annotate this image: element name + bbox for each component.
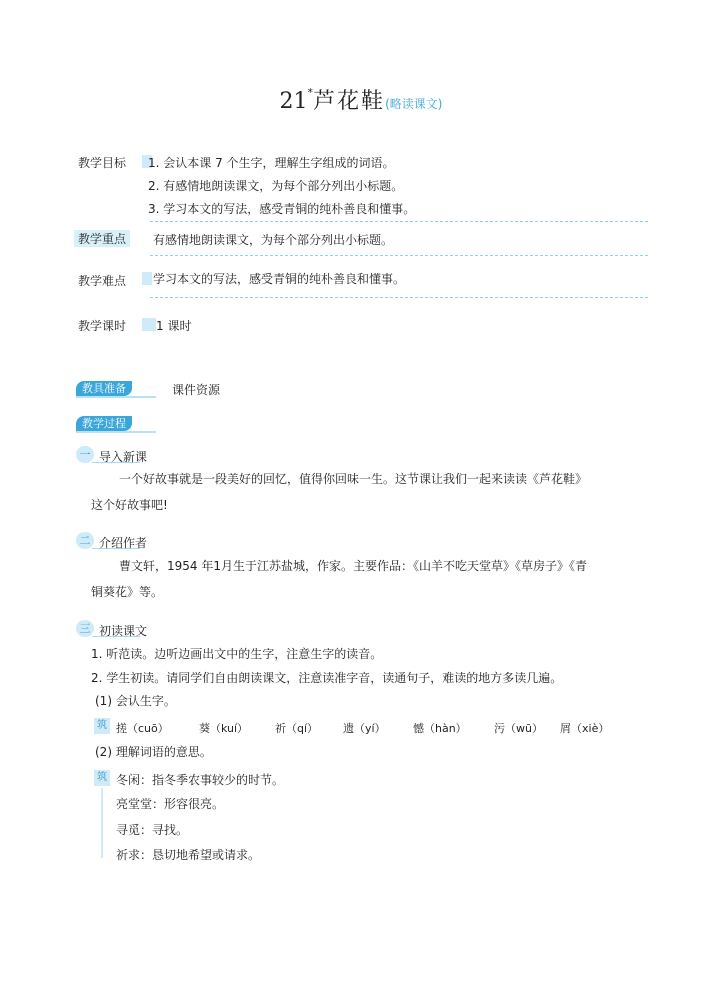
- pinyin-item: 葵（kuí）: [199, 722, 249, 735]
- divider: [150, 221, 648, 222]
- page-title: [0, 84, 722, 115]
- lesson-number: 21: [279, 89, 308, 114]
- goal-item-3: 3. 学习本文的写法，感受青铜的纯朴善良和懂事。: [148, 202, 416, 216]
- prep-pill: 教具准备: [76, 381, 132, 396]
- pinyin-item: 憾（hàn）: [413, 722, 467, 735]
- section-2-marker: 二: [76, 532, 94, 549]
- difficulty-text: 学习本文的写法，感受青铜的纯朴善良和懂事。: [153, 272, 406, 286]
- vocab-item: 祈求：恳切地希望或请求。: [116, 848, 261, 862]
- difficulty-label: 教学难点: [78, 274, 127, 288]
- book-icon: 筑: [94, 770, 110, 786]
- hours-label: 教学课时: [78, 319, 127, 333]
- section-2-line-2: 铜葵花》等。: [91, 585, 164, 599]
- divider: [150, 297, 648, 298]
- section-1-title: 导入新课: [99, 450, 148, 464]
- goals-label: 教学目标: [78, 156, 127, 170]
- section-3-step-2: 2. 学生初读。请同学们自由朗读课文，注意读准字音，读通句子，难读的地方多读几遍。: [91, 671, 563, 685]
- focus-text: 有感情地朗读课文，为每个部分列出小标题。: [153, 233, 394, 247]
- section-1-line-1: 一个好故事就是一段美好的回忆，值得你回味一生。这节课让我们一起来读读《芦花鞋》: [119, 472, 588, 486]
- goal-item-1: 1. 会认本课 7 个生字，理解生字组成的词语。: [148, 156, 395, 170]
- vocab-item: 亮堂堂：形容很亮。: [116, 797, 225, 811]
- lesson-title: 芦花鞋: [313, 89, 386, 114]
- vocab-item: 寻觅：寻找。: [116, 823, 189, 837]
- book-icon: 筑: [94, 718, 110, 734]
- difficulty-bar: [142, 272, 152, 285]
- pinyin-item: 搓（cuō）: [116, 722, 169, 735]
- section-1-marker: 一: [76, 446, 94, 463]
- prep-underline: [76, 396, 156, 398]
- hours-bar: [142, 318, 156, 331]
- pinyin-item: 祈（qí）: [275, 722, 319, 735]
- section-3-sub-2: (2) 理解词语的意思。: [95, 745, 212, 759]
- focus-label: 教学重点: [74, 230, 130, 247]
- vocab-item: 冬闲：指冬季农事较少的时节。: [116, 773, 285, 787]
- section-3-marker: 三: [76, 620, 94, 637]
- section-3-title: 初读课文: [99, 624, 148, 638]
- vocab-side-line: [101, 788, 103, 858]
- divider: [150, 255, 648, 256]
- lesson-star: *: [307, 86, 314, 99]
- section-2-title: 介绍作者: [99, 536, 148, 550]
- section-3-step-1: 1. 听范读。边听边画出文中的生字，注意生字的读音。: [91, 647, 383, 661]
- lesson-subtitle: (略读课文): [385, 97, 443, 111]
- pinyin-item: 屑（xiè）: [560, 722, 610, 735]
- process-pill: 教学过程: [76, 416, 132, 431]
- section-2-line-1: 曹文轩，1954 年1月生于江苏盐城，作家。主要作品：《山羊不吃天堂草》《草房子》《青: [119, 559, 587, 573]
- section-3-sub-1: (1) 会认生字。: [95, 694, 176, 708]
- pinyin-item: 遗（yí）: [343, 722, 386, 735]
- goal-item-2: 2. 有感情地朗读课文，为每个部分列出小标题。: [148, 179, 404, 193]
- hours-text: 1 课时: [156, 319, 192, 333]
- pinyin-item: 污（wū）: [494, 722, 543, 735]
- process-underline: [76, 431, 156, 433]
- section-1-line-2: 这个好故事吧!: [91, 498, 168, 512]
- prep-text: 课件资源: [172, 383, 221, 397]
